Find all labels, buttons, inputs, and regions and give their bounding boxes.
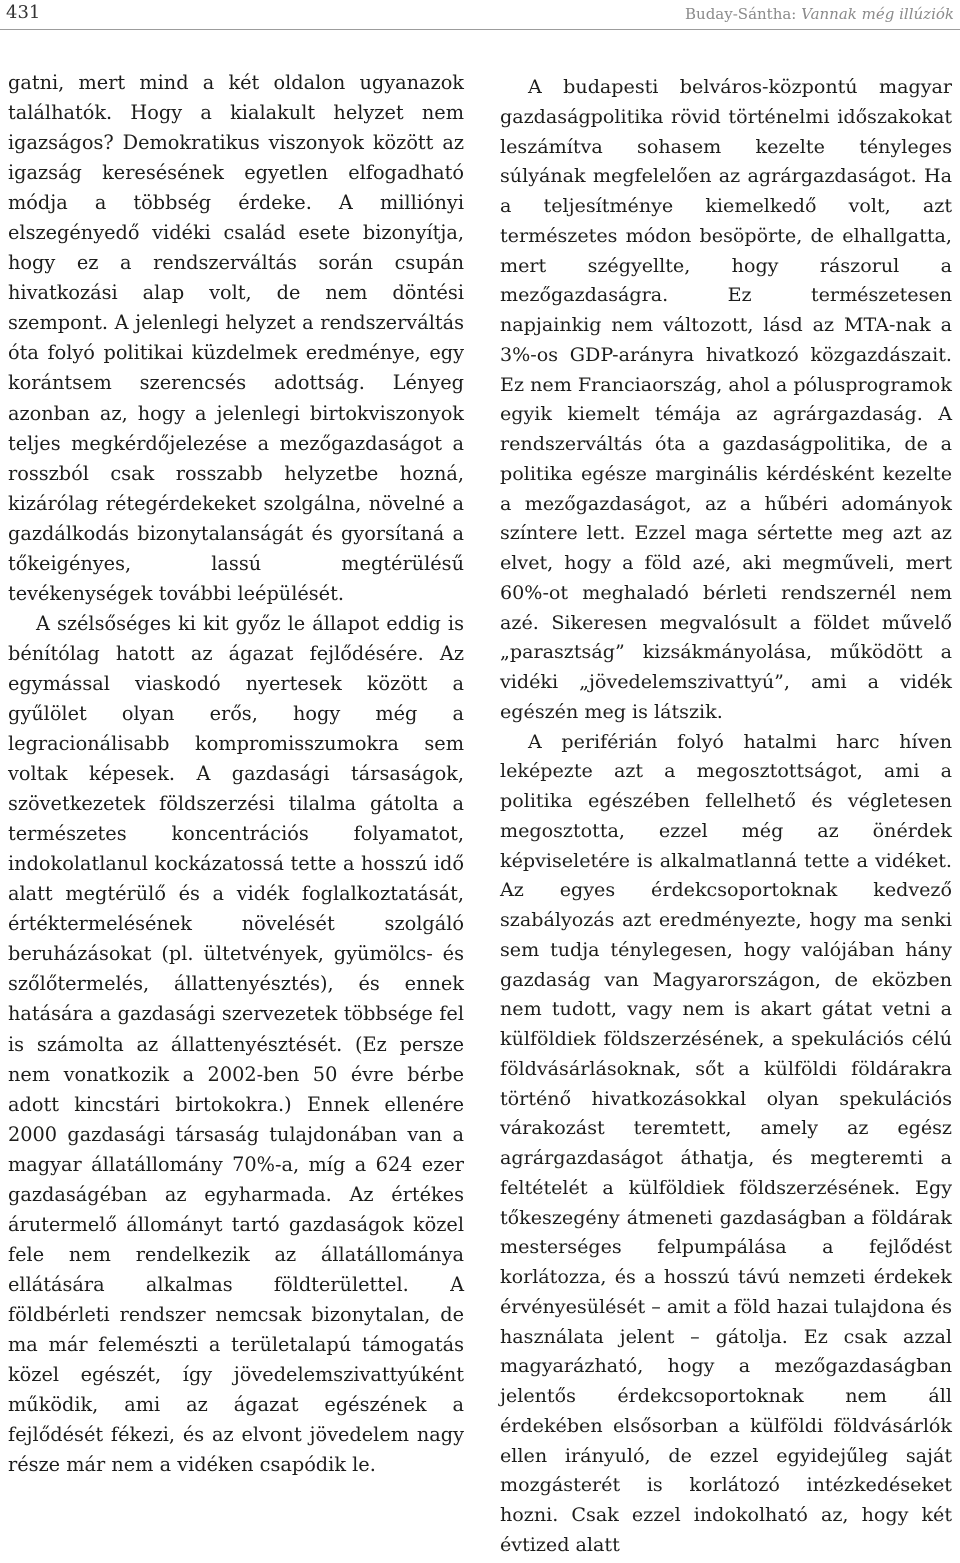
running-title-book: Vannak még illúziók <box>801 5 954 23</box>
left-paragraph-1: gatni, mert mind a két oldalon ugyanazok találhatók. Hogy a kialakult helyzet nem igazságos? Demokratikus viszonyok között az igazság keresésének egyetlen elfogadható módja a többség érdeke. A milliónyi elszegényedő vidéki család esete bizonyítja, hogy ez a rendszerváltás során csupán hivatkozási alap volt, de nem döntési szempont. A jelenlegi helyzet a rendszerváltás óta folyó politikai küzdelmek eredménye, egy korántsem szerencsés adottság. Lényeg azonban az, hogy a jelenlegi birtokviszonyok teljes megkérdőjelezése a mezőgazdaságot a rosszból csak rosszabb helyzetbe hozná, kizárólag rétegérdekeket szolgálna, növelné a gazdálkodás bizonytalanságát és gyorsítaná a tőkeigényes, lassú megtérülésű tevékenységek további leépülését. <box>8 71 464 605</box>
right-column <box>500 72 952 1560</box>
running-title-authors: Buday-Sántha: <box>685 5 802 23</box>
right-paragraph-2: A periférián folyó hatalmi harc híven leképezte azt a megosztottságot, ami a politika egészében fellelhető és végletesen megosztotta, ezzel még az önérdek képviseletére is alkalmatlanná tette a vidéket. Az egyes érdekcsoportoknak kedvező szabályozás azt eredményezte, hogy ma senki sem tudja ténylegesen, hogy valójában hány gazdaság van Magyarországon, de eközben nem tudott, vagy nem is akart gátat vetni a külföldiek földszerzésének, a spekulációs célú földvásárlásoknak, sőt a külföldi földárakra történő hivatkozásokkal olyan spekulációs várakozást teremtett, amely az egész agrárgazdaságot áthatja, és megteremti a feltételét a külföldiek földszerzésének. Egy tőkeszegény átmeneti gazdaságban a földárak mesterséges felpumpálása a fejlődést korlátozza, és a hosszú távú nemzeti érdekek érvényesülését – amit a föld hazai tulajdona és használata jelent – gátolja. Ez csak azzal magyarázható, hogy a mezőgazdaságban jelentős érdekcsoportoknak nem áll érdekében elsősorban a külföldi földvásárlók ellen irányuló, de ezzel egyidejűleg saját mozgásterét is korlátozó intézkedéseket hozni. Csak ezzel indokolható az, hogy két évtized alatt <box>500 729 952 1556</box>
right-paragraph-1: A budapesti belváros-központú magyar gazdaságpolitika rövid történelmi időszakokat leszámítva sohasem kezelte tényleges súlyának megfelelően az agrárgazdaságot. Ha a teljesítménye kiemelkedő volt, azt természetes módon besöpörte, de elhallgatta, mert szégyellte, hogy rászorul a mezőgazdaságra. Ez természetesen napjainkig nem változott, lásd az MTA-nak a 3%-os GDP-arányra hivatkozó közgazdászait. Ez nem Franciaország, ahol a pólusprogramok egyik kiemelt témája az agrárgazdaság. A rendszerváltás óta a gazdaságpolitika, de a politika egésze marginális kérdésként kezelte a mezőgazdaságot, az a hűbéri adományok színtere lett. Ezzel maga sértette meg azt az elvet, hogy a föld azé, aki megműveli, mert 60%-ot meghaladó bérleti rendszernél nem azé. Sikeresen megvalósult a földet művelő „parasztság” kizsákmányolása, működött a vidéki „jövedelemszivattyú”, ami a vidék egészén meg is látszik. <box>500 75 952 723</box>
left-paragraph-2: A szélsőséges ki kit győz le állapot eddig is bénítólag hatott az ágazat fejlődésére. Az egymással viaskodó nyertesek között a gyűlölet olyan erős, hogy még a legracionálisabb kompromisszumokra sem voltak képesek. A gazdasági társaságok, szövetkezetek földszerzési tilalma gátolta a természetes koncentrációs folyamatot, indokolatlanul kockázatossá tette a hosszú idő alatt megtérülő és a vidék foglalkoztatását, értéktermelésének növelését szolgáló beruházásokat (pl. ültetvények, gyümölcs- és szőlőtermelés, állattenyésztés), és ennek hatására a gazdasági szervezetek többsége fel is számolta az állattenyésztését. (Ez persze nem vonatkozik a 2002-ben 50 évre bérbe adott kincstári birtokokra.) Ennek ellenére 2000 gazdasági társaság tulajdonában van a magyar állatállomány 70%-a, míg a 624 ezer gazdaságéban az egyharmada. Az értékes árutermelő állományt tartó gazdaságok közel fele nem rendelkezik az állatállománya ellátására alkalmas földterülettel. A földbérleti rendszer nemcsak bizonytalan, de ma már felemészti a területalapú támogatás közel egészét, így jövedelemszivattyúként működik, ami az ágazat egészének a fejlődését fékezi, és az elvont jövedelem nagy része már nem a vidéken csapódik le. <box>8 611 464 1477</box>
page-header <box>0 0 960 30</box>
left-column <box>8 68 464 1480</box>
running-title <box>685 5 954 23</box>
page-number: 431 <box>6 2 41 23</box>
header-rule <box>0 29 960 30</box>
